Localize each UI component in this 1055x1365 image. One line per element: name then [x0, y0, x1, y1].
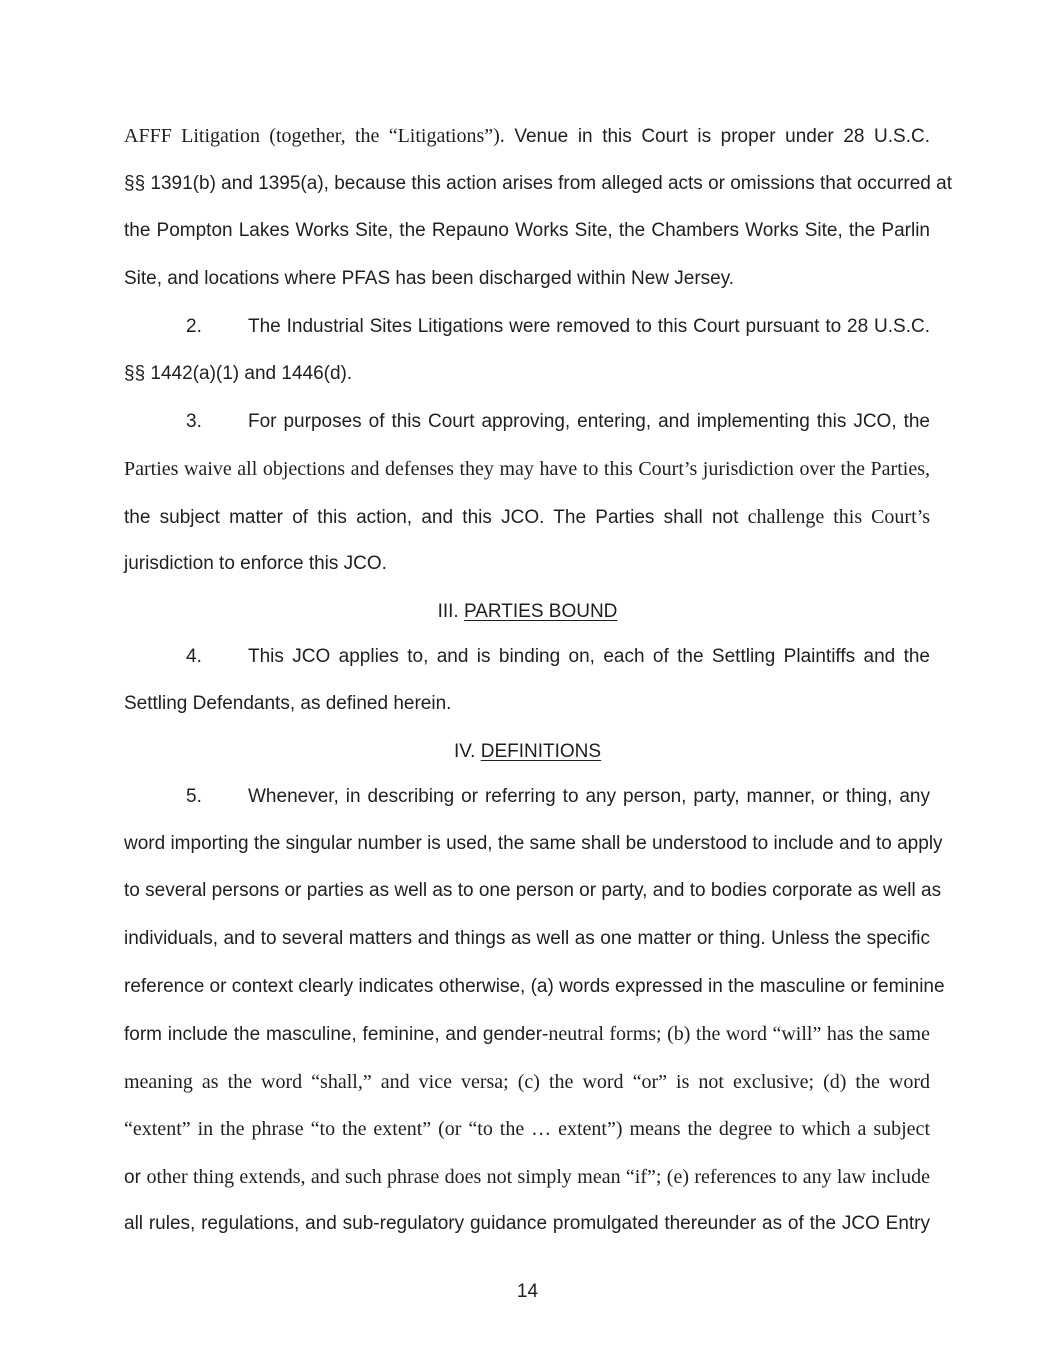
body-text-serif: other thing extends, and such phrase does not simply mean “if”; (e) references to any law include: [146, 1166, 930, 1188]
section-title: DEFINITIONS: [480, 741, 602, 762]
section-heading: [0, 600, 1055, 624]
body-text-serif: AFFF Litigation (together, the “Litigations”).: [124, 125, 505, 147]
body-line: jurisdiction to enforce this JCO.: [124, 553, 387, 574]
body-line: This JCO applies to, and is binding on, each of the Settling Plaintiffs and the: [248, 646, 930, 667]
body-line: word importing the singular number is used, the same shall be understood to include and to apply: [124, 833, 943, 854]
section-numeral: IV.: [453, 741, 476, 762]
body-line: reference or context clearly indicates otherwise, (a) words expressed in the masculine or feminine: [124, 976, 945, 997]
body-text-serif: challenge this Court’s: [747, 506, 930, 528]
body-text: the subject matter of this action, and this JCO. The Parties shall not: [124, 507, 739, 528]
body-line: §§ 1391(b) and 1395(a), because this action arises from alleged acts or omissions that occurred at: [124, 173, 953, 194]
paragraph-number: 4.: [186, 646, 202, 667]
paragraph-number: 5.: [186, 786, 202, 807]
body-text: or: [124, 1167, 141, 1188]
body-text: Venue in this Court is proper under 28 U.S.C.: [514, 126, 930, 147]
body-line: “extent” in the phrase “to the extent” (or “to the … extent”) means the degree to which a subject: [124, 1118, 930, 1140]
body-line: For purposes of this Court approving, entering, and implementing this JCO, the: [248, 411, 930, 432]
body-line: meaning as the word “shall,” and vice versa; (c) the word “or” is not exclusive; (d) the word: [124, 1071, 930, 1093]
body-line: to several persons or parties as well as to one person or party, and to bodies corporate as well as: [124, 880, 942, 901]
body-line: [124, 1165, 930, 1190]
body-text: form include the masculine, feminine, and gender-: [124, 1024, 549, 1045]
section-numeral: III.: [437, 601, 459, 622]
body-line: Whenever, in describing or referring to any person, party, manner, or thing, any: [248, 786, 930, 807]
paragraph-number: 2.: [186, 316, 202, 337]
body-line: The Industrial Sites Litigations were removed to this Court pursuant to 28 U.S.C.: [248, 316, 930, 337]
body-line: §§ 1442(a)(1) and 1446(d).: [124, 363, 353, 384]
body-line: Site, and locations where PFAS has been discharged within New Jersey.: [124, 268, 735, 289]
body-line: [124, 505, 930, 530]
paragraph-number: 3.: [186, 411, 202, 432]
section-heading: [0, 740, 1055, 764]
body-line: individuals, and to several matters and things as well as one matter or thing. Unless the specific: [124, 928, 930, 949]
body-line: Parties waive all objections and defenses they may have to this Court’s jurisdiction over the Parties,: [124, 458, 930, 480]
body-text-serif: neutral forms; (b) the word “will” has the same: [548, 1023, 930, 1045]
body-line: [124, 124, 930, 149]
page-number: 14: [516, 1281, 539, 1302]
body-line: all rules, regulations, and sub-regulatory guidance promulgated thereunder as of the JCO Entry: [124, 1213, 930, 1234]
section-title: PARTIES BOUND: [463, 601, 618, 622]
body-line: [124, 1022, 930, 1047]
body-line: Settling Defendants, as defined herein.: [124, 693, 452, 714]
body-line: the Pompton Lakes Works Site, the Repauno Works Site, the Chambers Works Site, the Parlin: [124, 220, 930, 241]
